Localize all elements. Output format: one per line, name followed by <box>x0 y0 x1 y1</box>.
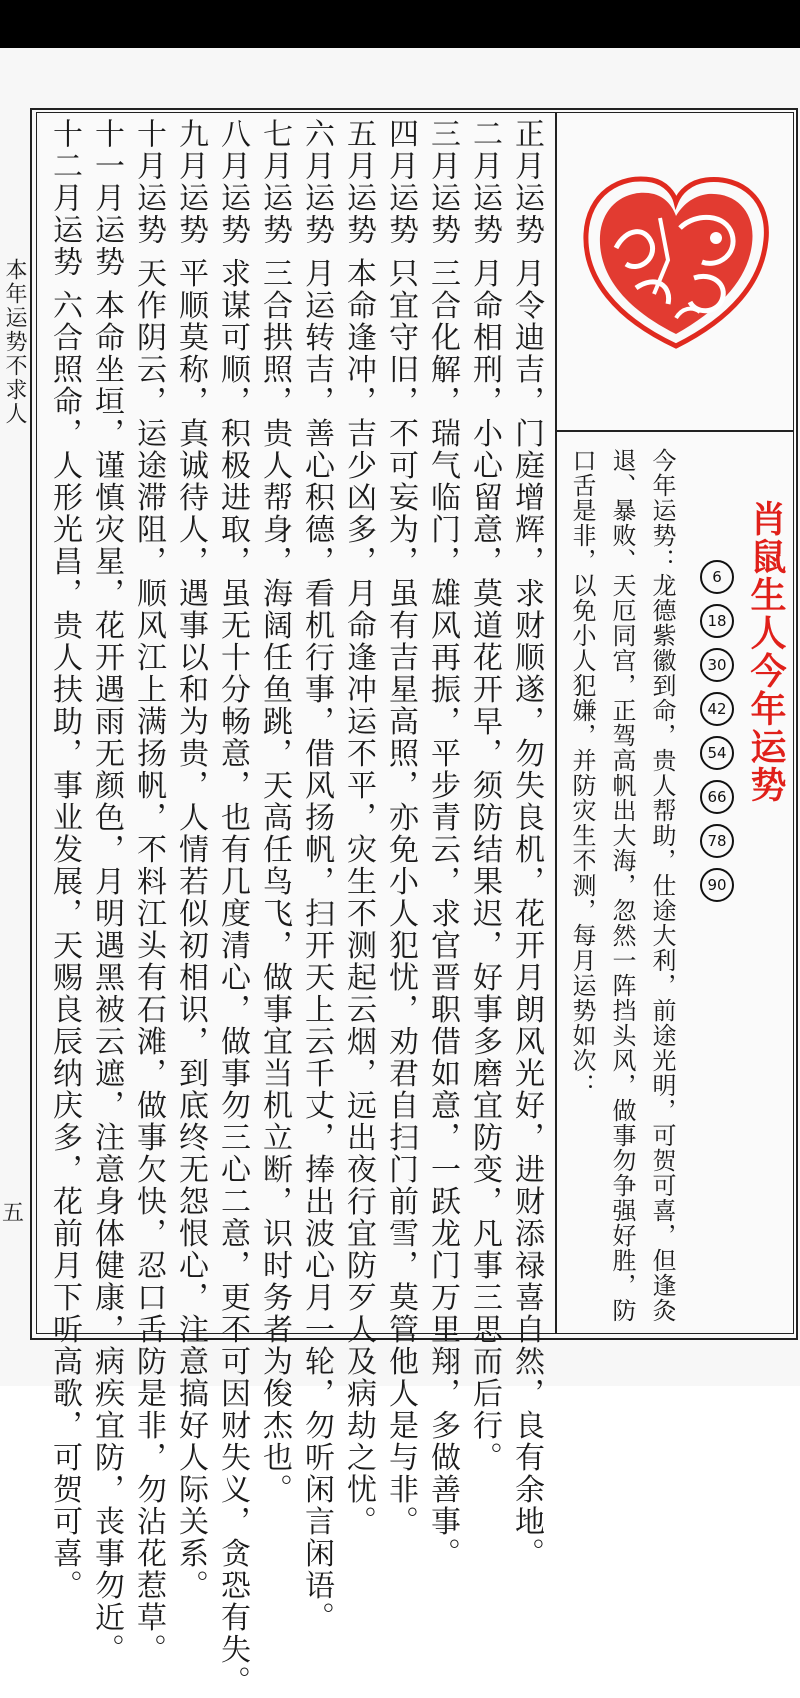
month-11: 十一月运势 本命坐垣，谨慎灾星，花开遇雨无颜色，月明遇黑被云遮，注意身体健康，病疾宜防，丧事勿近。 <box>89 118 124 1666</box>
intro-line-3: 口舌是非，以免小人犯嫌，并防灾生不测，每月运势如次： <box>568 448 596 1098</box>
vertical-divider <box>555 112 557 1334</box>
age-badge: 6 <box>700 560 734 594</box>
age-badge: 90 <box>700 868 734 902</box>
month-4: 四月运势 只宜守旧，不可妄为，虽有吉星高照，亦免小人犯忧，劝君自扫门前雪，莫管他人是与非。 <box>383 118 418 1538</box>
intro-line-2: 退、暴败、天厄同宫，正驾高帆出大海，忽然一阵挡头风，做事勿争强好胜，防 <box>608 448 636 1323</box>
month-5: 五月运势 本命逢冲，吉少凶多，月命逢冲运不平，灾生不测起云烟，远出夜行宜防歹人及病劫之忧。 <box>341 118 376 1538</box>
age-badge: 78 <box>700 824 734 858</box>
age-badge: 66 <box>700 780 734 814</box>
age-list <box>700 560 736 912</box>
age-badge: 42 <box>700 692 734 726</box>
month-2: 二月运势 月命相刑，小心留意，莫道花开早，须防结果迟，好事多磨宜防变，凡事三思而后行。 <box>467 118 502 1474</box>
rat-seal-image <box>576 168 776 358</box>
top-black-bar <box>0 0 800 48</box>
page-number: 五 <box>2 1201 25 1226</box>
age-badge: 54 <box>700 736 734 770</box>
heading: 肖鼠生人今年运势 <box>745 500 787 804</box>
month-8: 八月运势 求谋可顺，积极进取，虽无十分畅意，也有几度清心，做事勿三心二意，更不可因财失义，贪恐有失。 <box>215 118 250 1698</box>
month-1: 正月运势 月令迪吉，门庭增辉，求财顺遂，勿失良机，花开月朗风光好，进财添禄喜自然，良有余地。 <box>509 118 544 1570</box>
month-9: 九月运势 平顺莫称，真诚待人，遇事以和为贵，人情若似初相识，到底终无怨恨心，注意搞好人际关系。 <box>173 118 208 1602</box>
month-10: 十月运势 天作阴云，运途滞阻，顺风江上满扬帆，不料江头有石滩，做事欠快，忍口舌防是非，勿沾花惹草。 <box>131 118 166 1666</box>
side-title: 本年运势不求人 <box>2 258 27 426</box>
age-badge: 18 <box>700 604 734 638</box>
month-12: 十二月运势 六合照命，人形光昌，贵人扶助，事业发展，天赐良辰纳庆多，花前月下听高歌，可贺可喜。 <box>47 118 82 1602</box>
month-6: 六月运势 月运转吉，善心积德，看机行事，借风扬帆，扫开天上云千丈，捧出波心月一轮，勿听闲言闲语。 <box>299 118 334 1634</box>
horizontal-divider <box>556 430 794 432</box>
month-7: 七月运势 三合拱照，贵人帮身，海阔任鱼跳，天高任鸟飞，做事宜当机立断，识时务者为俊杰也。 <box>257 118 292 1506</box>
month-3: 三月运势 三合化解，瑞气临门，雄风再振，平步青云，求官晋职借如意，一跃龙门万里翔，多做善事。 <box>425 118 460 1570</box>
age-badge: 30 <box>700 648 734 682</box>
intro-line-1: 今年运势：龙德紫徽到命，贵人帮助，仕途大利，前途光明，可贺可喜，但逢灸 <box>648 448 676 1323</box>
